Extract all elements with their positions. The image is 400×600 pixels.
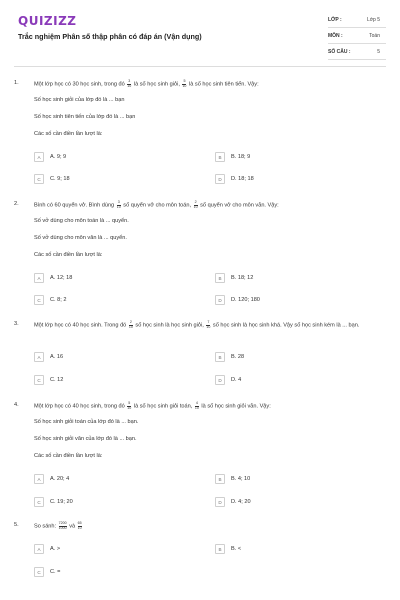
question-text-part: Bình có 60 quyển vở. Bình dùng: [34, 202, 116, 209]
fraction-numerator: 65: [77, 521, 82, 525]
option-letter-box: D: [215, 497, 225, 507]
option-letter-box: A: [34, 152, 44, 162]
fraction-denominator: 10: [127, 83, 132, 88]
question-text: [34, 80, 386, 90]
question-text-part: Một lớp học có 40 học sinh. Trong đó: [34, 322, 128, 329]
option-letter-box: D: [215, 375, 225, 385]
question-line: Các số cần điền lần lượt là:: [34, 453, 103, 459]
question-text-part: là số học sinh giỏi toán,: [132, 403, 194, 410]
question-text: [34, 402, 386, 412]
option-text: B. 28: [231, 354, 245, 360]
question-text-part: Một lớp học có 30 học sinh, trong đó: [34, 81, 127, 88]
question-number: 1.: [14, 80, 19, 86]
fraction-numerator: 7: [207, 320, 210, 324]
option-letter-box: C: [34, 375, 44, 385]
fraction-numerator: 2: [129, 320, 132, 324]
meta-row-subject: [328, 28, 386, 44]
meta-label: MÔN :: [328, 33, 343, 39]
option-text: A. 16: [50, 354, 64, 360]
fraction-numerator: 2: [194, 200, 197, 204]
question-text: [34, 321, 386, 331]
fraction: [194, 201, 198, 209]
option-letter-box: A: [34, 474, 44, 484]
meta-value: Toán: [369, 33, 380, 39]
fraction-denominator: 10: [193, 204, 198, 209]
fraction: [127, 402, 131, 410]
question-text-part: là số học sinh giỏi,: [132, 81, 182, 88]
option-letter-box: B: [215, 152, 225, 162]
meta-row-count: [328, 44, 386, 60]
fraction-numerator: 5: [183, 79, 186, 83]
question-line: Số học sinh giỏi văn của lớp đó là ... bạn.: [34, 436, 137, 442]
fraction-denominator: 10: [206, 324, 211, 329]
page-title: Trắc nghiệm Phân số thập phân có đáp án (Vận dụng): [18, 32, 202, 41]
option-letter-box: B: [215, 352, 225, 362]
option-text: A. 12; 18: [50, 275, 73, 281]
question-text-part: số quyển vở cho môn văn. Vậy:: [198, 202, 279, 209]
question-text-part: So sánh:: [34, 523, 58, 530]
option-text: B. 4; 10: [231, 476, 251, 482]
meta-value: 5: [377, 49, 380, 55]
question-line: Số học sinh tiên tiến của lớp đó là ... bạn: [34, 114, 136, 120]
question-number: 5.: [14, 522, 19, 528]
question-text-part: và: [67, 523, 77, 530]
question-text-part: số học sinh là học sinh khá. Vậy số học sinh kém là ... bạn.: [211, 322, 360, 329]
fraction: [182, 80, 186, 88]
question-line: Số vở dùng cho môn toán là ... quyển.: [34, 218, 129, 224]
option-letter-box: B: [215, 474, 225, 484]
question-text-part: là số học sinh tiên tiến. Vậy:: [187, 81, 259, 88]
option-letter-box: A: [34, 352, 44, 362]
fraction: [195, 402, 199, 410]
meta-row-grade: [328, 12, 386, 28]
option-text: D. 4: [231, 377, 242, 383]
fraction-numerator: 4: [195, 401, 198, 405]
fraction: [78, 522, 82, 530]
header-divider: [14, 66, 386, 67]
option-text: C. 19; 20: [50, 499, 73, 505]
question-text-part: số học sinh là học sinh giỏi,: [133, 322, 206, 329]
fraction: [129, 321, 133, 329]
fraction-denominator: 10: [194, 405, 199, 410]
question-text-part: Một lớp học có 40 học sinh, trong đó: [34, 403, 127, 410]
option-text: B. <: [231, 546, 242, 552]
meta-value: Lớp 5: [366, 17, 380, 23]
meta-table: [328, 12, 386, 60]
question-line: Số học sinh giỏi toán của lớp đó là ... bạn.: [34, 419, 139, 425]
option-letter-box: A: [34, 544, 44, 554]
fraction: [206, 321, 210, 329]
question-line: Số vở dùng cho môn văn là ... quyển.: [34, 235, 127, 241]
option-text: D. 120; 180: [231, 297, 260, 303]
meta-label: LỚP :: [328, 17, 342, 23]
question-text: [34, 201, 386, 211]
fraction-denominator: 10: [77, 525, 82, 530]
option-text: C. 9; 18: [50, 176, 70, 182]
option-text: D. 4; 20: [231, 499, 251, 505]
worksheet-header: [14, 12, 386, 60]
fraction-denominator: 10: [182, 83, 187, 88]
option-text: A. 20; 4: [50, 476, 70, 482]
quizizz-logo: QUIZIZZ: [18, 14, 77, 28]
fraction-numerator: 3: [128, 79, 131, 83]
option-text: B. 18; 12: [231, 275, 254, 281]
question-number: 3.: [14, 321, 19, 327]
fraction-denominator: 1000: [58, 525, 67, 530]
option-letter-box: A: [34, 273, 44, 283]
option-letter-box: B: [215, 544, 225, 554]
fraction-denominator: 10: [127, 405, 132, 410]
option-text: A. 9; 9: [50, 154, 67, 160]
question-line: Các số cần điền lần lượt là:: [34, 252, 103, 258]
fraction-denominator: 10: [128, 324, 133, 329]
option-text: D. 18; 18: [231, 176, 254, 182]
option-letter-box: C: [34, 497, 44, 507]
option-text: A. >: [50, 546, 61, 552]
option-text: B. 18; 9: [231, 154, 251, 160]
fraction: [117, 201, 121, 209]
fraction-numerator: 7200: [58, 521, 67, 525]
option-text: C. 8; 2: [50, 297, 67, 303]
question-line: Số học sinh giỏi của lớp đó là ... bạn: [34, 97, 125, 103]
question-text: [34, 522, 386, 532]
question-text-part: số quyển vở cho môn toán,: [121, 202, 193, 209]
option-letter-box: D: [215, 174, 225, 184]
meta-label: SỐ CÂU :: [328, 49, 351, 55]
fraction-numerator: 3: [117, 200, 120, 204]
option-letter-box: C: [34, 295, 44, 305]
option-text: C. =: [50, 569, 61, 575]
fraction-denominator: 10: [116, 204, 121, 209]
option-letter-box: D: [215, 295, 225, 305]
option-letter-box: C: [34, 567, 44, 577]
fraction-numerator: 5: [128, 401, 131, 405]
option-text: C. 12: [50, 377, 64, 383]
question-number: 4.: [14, 402, 19, 408]
question-line: Các số cần điền lần lượt là:: [34, 131, 103, 137]
fraction: [127, 80, 131, 88]
question-number: 2.: [14, 201, 19, 207]
fraction: [59, 522, 67, 530]
option-letter-box: B: [215, 273, 225, 283]
option-letter-box: C: [34, 174, 44, 184]
question-text-part: là số học sinh giỏi văn. Vậy:: [199, 403, 271, 410]
